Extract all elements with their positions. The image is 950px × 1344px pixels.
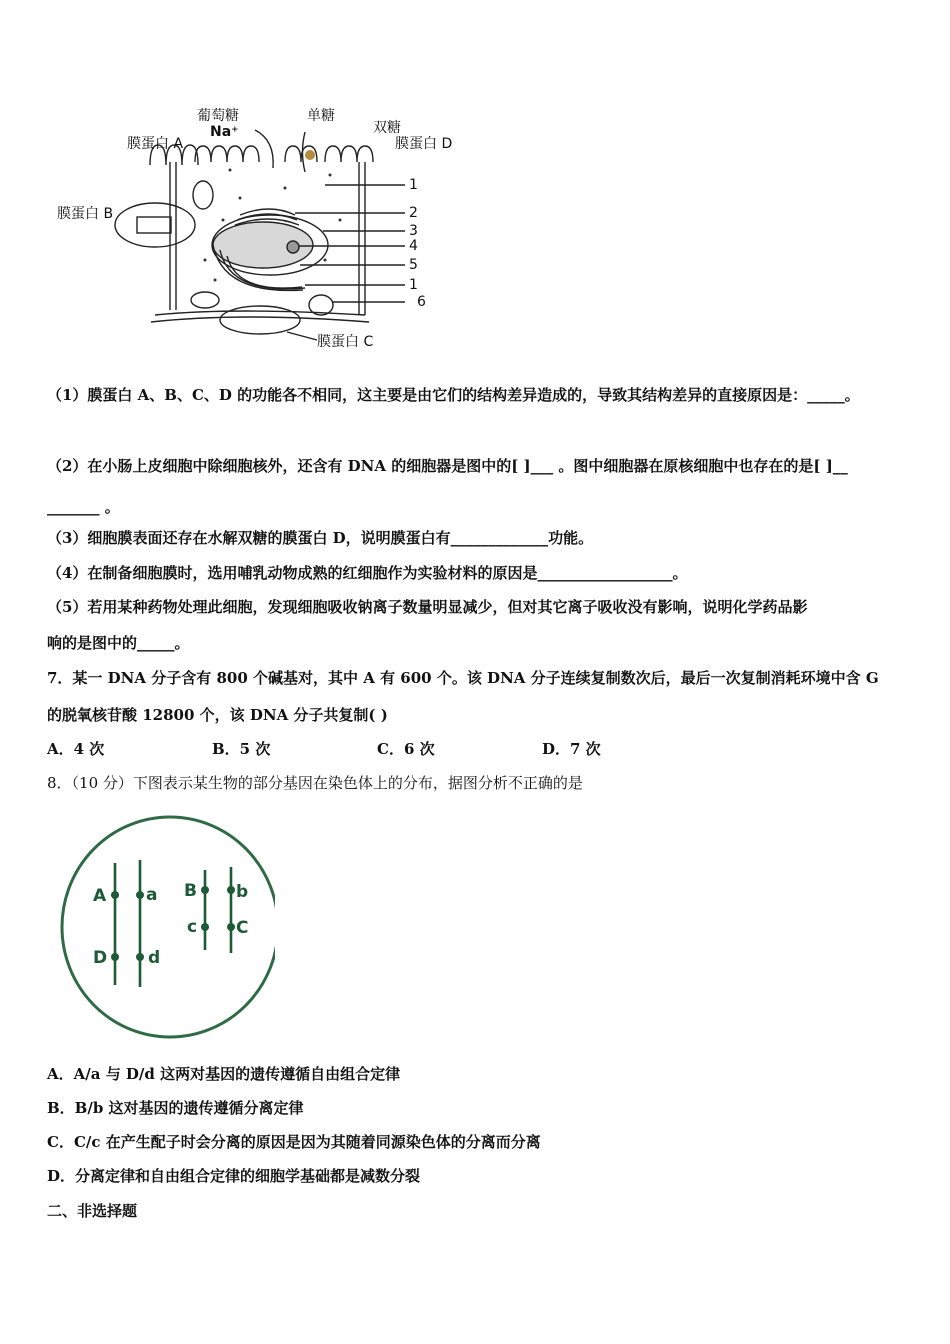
gene-d: d xyxy=(148,948,161,968)
label-5: 5 xyxy=(409,257,418,273)
q6-part4: （4）在制备细胞膜时，选用哺乳动物成熟的红细胞作为实验材料的原因是__________________。 xyxy=(47,564,688,582)
gene-b: b xyxy=(236,882,249,902)
q6-part2-line2: _______ 。 xyxy=(47,498,120,516)
section-heading: 二、非选择题 xyxy=(47,1202,138,1220)
q6-part5-line1: （5）若用某种药物处理此细胞，发现细胞吸收钠离子数量明显减少，但对其它离子吸收没有影响，说明化学药品影 xyxy=(47,598,808,616)
label-4: 4 xyxy=(409,238,418,254)
glucose-label: 葡萄糖 xyxy=(197,108,239,124)
chromosome-gene-figure xyxy=(55,805,280,1045)
monosaccharide-label: 单糖 xyxy=(307,108,335,124)
q7-stem-line1: 7．某一 DNA 分子含有 800 个碱基对，其中 A 有 600 个。该 DNA 分子连续复制数次后，最后一次复制消耗环境中含 G xyxy=(47,669,879,687)
q8-option-a[interactable]: A．A/a 与 D/d 这两对基因的遗传遵循自由组合定律 xyxy=(47,1065,401,1083)
disaccharide-label: 双糖 xyxy=(373,120,401,136)
cell-membrane-protein-figure xyxy=(55,100,465,360)
label-1b: 1 xyxy=(409,277,418,293)
q8-stem: 8．（10 分）下图表示某生物的部分基因在染色体上的分布，据图分析不正确的是 xyxy=(47,774,583,792)
protein-b-label: 膜蛋白 B xyxy=(57,206,114,222)
q7-option-c[interactable]: C．6 次 xyxy=(377,740,435,758)
gene-D: D xyxy=(93,948,108,968)
gene-c: c xyxy=(187,917,198,937)
q7-option-d[interactable]: D．7 次 xyxy=(542,740,601,758)
q8-option-c[interactable]: C．C/c 在产生配子时会分离的原因是因为其随着同源染色体的分离而分离 xyxy=(47,1133,541,1151)
protein-a-label: 膜蛋白 A xyxy=(127,136,184,152)
q7-option-b[interactable]: B．5 次 xyxy=(212,740,271,758)
label-2: 2 xyxy=(409,205,418,221)
label-6: 6 xyxy=(417,294,426,310)
sodium-label: Na⁺ xyxy=(210,124,239,140)
label-1: 1 xyxy=(409,177,418,193)
q8-option-b[interactable]: B．B/b 这对基因的遗传遵循分离定律 xyxy=(47,1099,304,1117)
label-3: 3 xyxy=(409,223,418,239)
gene-A: A xyxy=(93,886,107,906)
q6-part2-line1: （2）在小肠上皮细胞中除细胞核外，还含有 DNA 的细胞器是图中的[ ]___ 。图中细胞器在原核细胞中也存在的是[ ]__ xyxy=(47,457,848,475)
gene-C: C xyxy=(236,918,249,938)
q6-part3: （3）细胞膜表面还存在水解双糖的膜蛋白 D，说明膜蛋白有_____________功能。 xyxy=(47,529,594,547)
gene-a: a xyxy=(146,885,158,905)
q7-stem-line2: 的脱氧核苷酸 12800 个，该 DNA 分子共复制( ) xyxy=(47,706,388,724)
q6-part1: （1）膜蛋白 A、B、C、D 的功能各不相同，这主要是由它们的结构差异造成的，导致其结构差异的直接原因是：_____。 xyxy=(47,386,860,404)
protein-d-label: 膜蛋白 D xyxy=(395,136,453,152)
q6-part5-line2: 响的是图中的_____。 xyxy=(47,634,190,652)
q7-option-a[interactable]: A．4 次 xyxy=(47,740,105,758)
q8-option-d[interactable]: D．分离定律和自由组合定律的细胞学基础都是减数分裂 xyxy=(47,1167,421,1185)
gene-B: B xyxy=(184,881,197,901)
protein-c-label: 膜蛋白 C xyxy=(317,334,374,350)
